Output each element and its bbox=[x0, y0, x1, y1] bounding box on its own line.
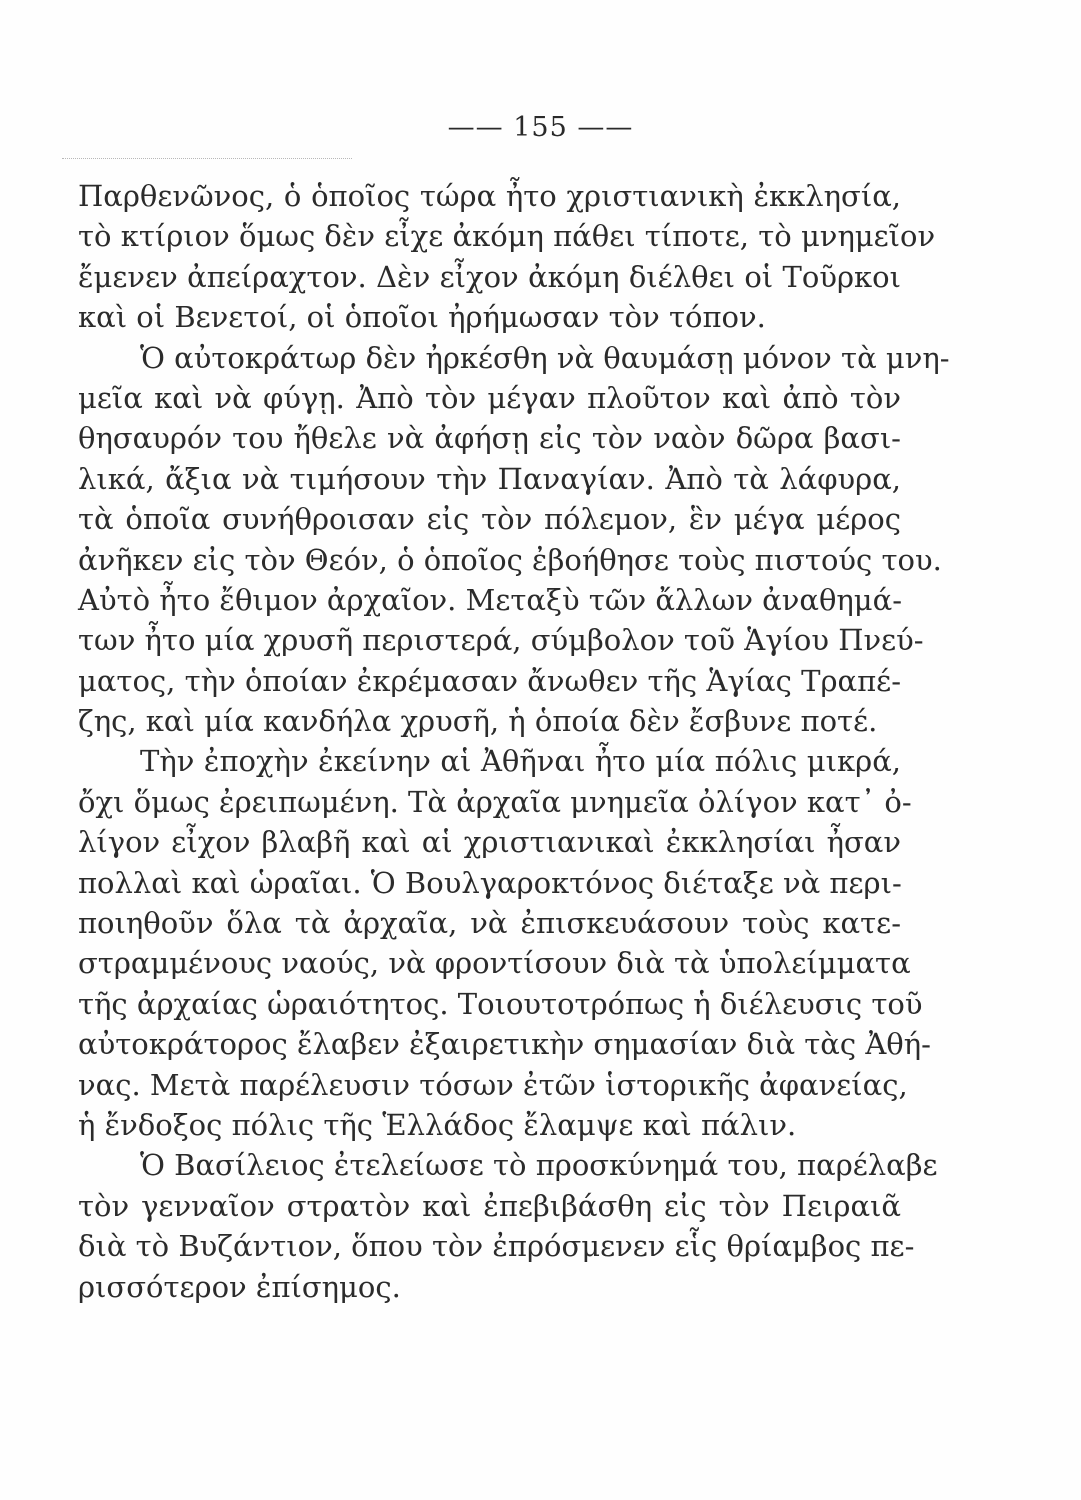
text-line: τὸ κτίριον ὅμως δὲν εἶχε ἀκόμη πάθει τίποτε, τὸ μνημεῖον bbox=[78, 219, 936, 254]
text-line: νας. Μετὰ παρέλευσιν τόσων ἐτῶν ἱστορικῆς ἀφανείας, bbox=[78, 1067, 908, 1102]
text-line: πολλαὶ καὶ ὡραῖαι. Ὁ Βουλγαροκτόνος διέταξε νὰ περι- bbox=[78, 865, 902, 900]
text-line: ἔμενεν ἀπείραχτον. Δὲν εἶχον ἀκόμη διέλθει οἱ Τοῦρκοι bbox=[78, 259, 901, 294]
text-line: ἡ ἔνδοξος πόλις τῆς Ἑλλάδος ἔλαμψε καὶ πάλιν. bbox=[78, 1107, 797, 1142]
text-line: ρισσότερον ἐπίσημος. bbox=[78, 1269, 401, 1304]
text-line: καὶ οἱ Βενετοί, οἱ ὁποῖοι ἠρήμωσαν τὸν τόπον. bbox=[78, 300, 766, 335]
text-line: λικά, ἄξια νὰ τιμήσουν τὴν Παναγίαν. Ἀπὸ τὰ λάφυρα, bbox=[78, 461, 901, 496]
body-text bbox=[78, 176, 950, 1307]
text-line: Ὁ αὐτοκράτωρ δὲν ἠρκέσθη νὰ θαυμάσῃ μόνον τὰ μνη- bbox=[140, 340, 950, 375]
text-line: στραμμένους ναούς, νὰ φροντίσουν διὰ τὰ ὑπολείμματα bbox=[78, 946, 911, 981]
text-line: τῆς ἀρχαίας ὡραιότητος. Τοιουτοτρόπως ἡ διέλευσις τοῦ bbox=[78, 986, 923, 1021]
text-line: θησαυρόν του ἤθελε νὰ ἀφήσῃ εἰς τὸν ναὸν δῶρα βασι- bbox=[78, 421, 901, 456]
text-line: ματος, τὴν ὁποίαν ἐκρέμασαν ἄνωθεν τῆς Ἁγίας Τραπέ- bbox=[78, 663, 901, 698]
text-line: λίγον εἶχον βλαβῆ καὶ αἱ χριστιανικαὶ ἐκκλησίαι ἦσαν bbox=[78, 825, 901, 860]
text-line: των ἦτο μία χρυσῆ περιστερά, σύμβολον τοῦ Ἁγίου Πνεύ- bbox=[78, 623, 924, 658]
text-line: ζης, καὶ μία κανδήλα χρυσῆ, ἡ ὁποία δὲν ἔσβυνε ποτέ. bbox=[78, 704, 878, 739]
text-line: τὸν γενναῖον στρατὸν καὶ ἐπεβιβάσθη εἰς τὸν Πειραιᾶ bbox=[78, 1188, 901, 1223]
text-line: διὰ τὸ Βυζάντιον, ὅπου τὸν ἐπρόσμενεν εἷς θρίαμβος πε- bbox=[78, 1229, 915, 1264]
text-line: Αὐτὸ ἦτο ἔθιμον ἀρχαῖον. Μεταξὺ τῶν ἄλλων ἀναθημά- bbox=[78, 582, 903, 617]
text-line: τὰ ὁποῖα συνήθροισαν εἰς τὸν πόλεμον, ἓν μέγα μέρος bbox=[78, 502, 901, 537]
header-rule bbox=[62, 158, 352, 159]
text-line: ποιηθοῦν ὅλα τὰ ἀρχαῖα, νὰ ἐπισκευάσουν τοὺς κατε- bbox=[78, 906, 901, 941]
text-line: ὄχι ὅμως ἐρειπωμένη. Τὰ ἀρχαῖα μνημεῖα ὀλίγον κατ᾽ ὀ- bbox=[78, 784, 912, 819]
text-line: ἀνῆκεν εἰς τὸν Θεόν, ὁ ὁποῖος ἐβοήθησε τοὺς πιστούς του. bbox=[78, 542, 942, 577]
text-line: μεῖα καὶ νὰ φύγῃ. Ἀπὸ τὸν μέγαν πλοῦτον καὶ ἀπὸ τὸν bbox=[78, 380, 901, 415]
text-line: Παρθενῶνος, ὁ ὁποῖος τώρα ἦτο χριστιανικὴ ἐκκλησία, bbox=[78, 179, 901, 213]
text-line: αὐτοκράτορος ἔλαβεν ἐξαιρετικὴν σημασίαν διὰ τὰς Ἀθή- bbox=[78, 1027, 931, 1062]
page-number: —— 155 —— bbox=[447, 112, 634, 143]
text-line: Τὴν ἐποχὴν ἐκείνην αἱ Ἀθῆναι ἦτο μία πόλις μικρά, bbox=[140, 744, 901, 779]
text-line: Ὁ Βασίλειος ἐτελείωσε τὸ προσκύνημά του, παρέλαβε bbox=[140, 1148, 938, 1183]
